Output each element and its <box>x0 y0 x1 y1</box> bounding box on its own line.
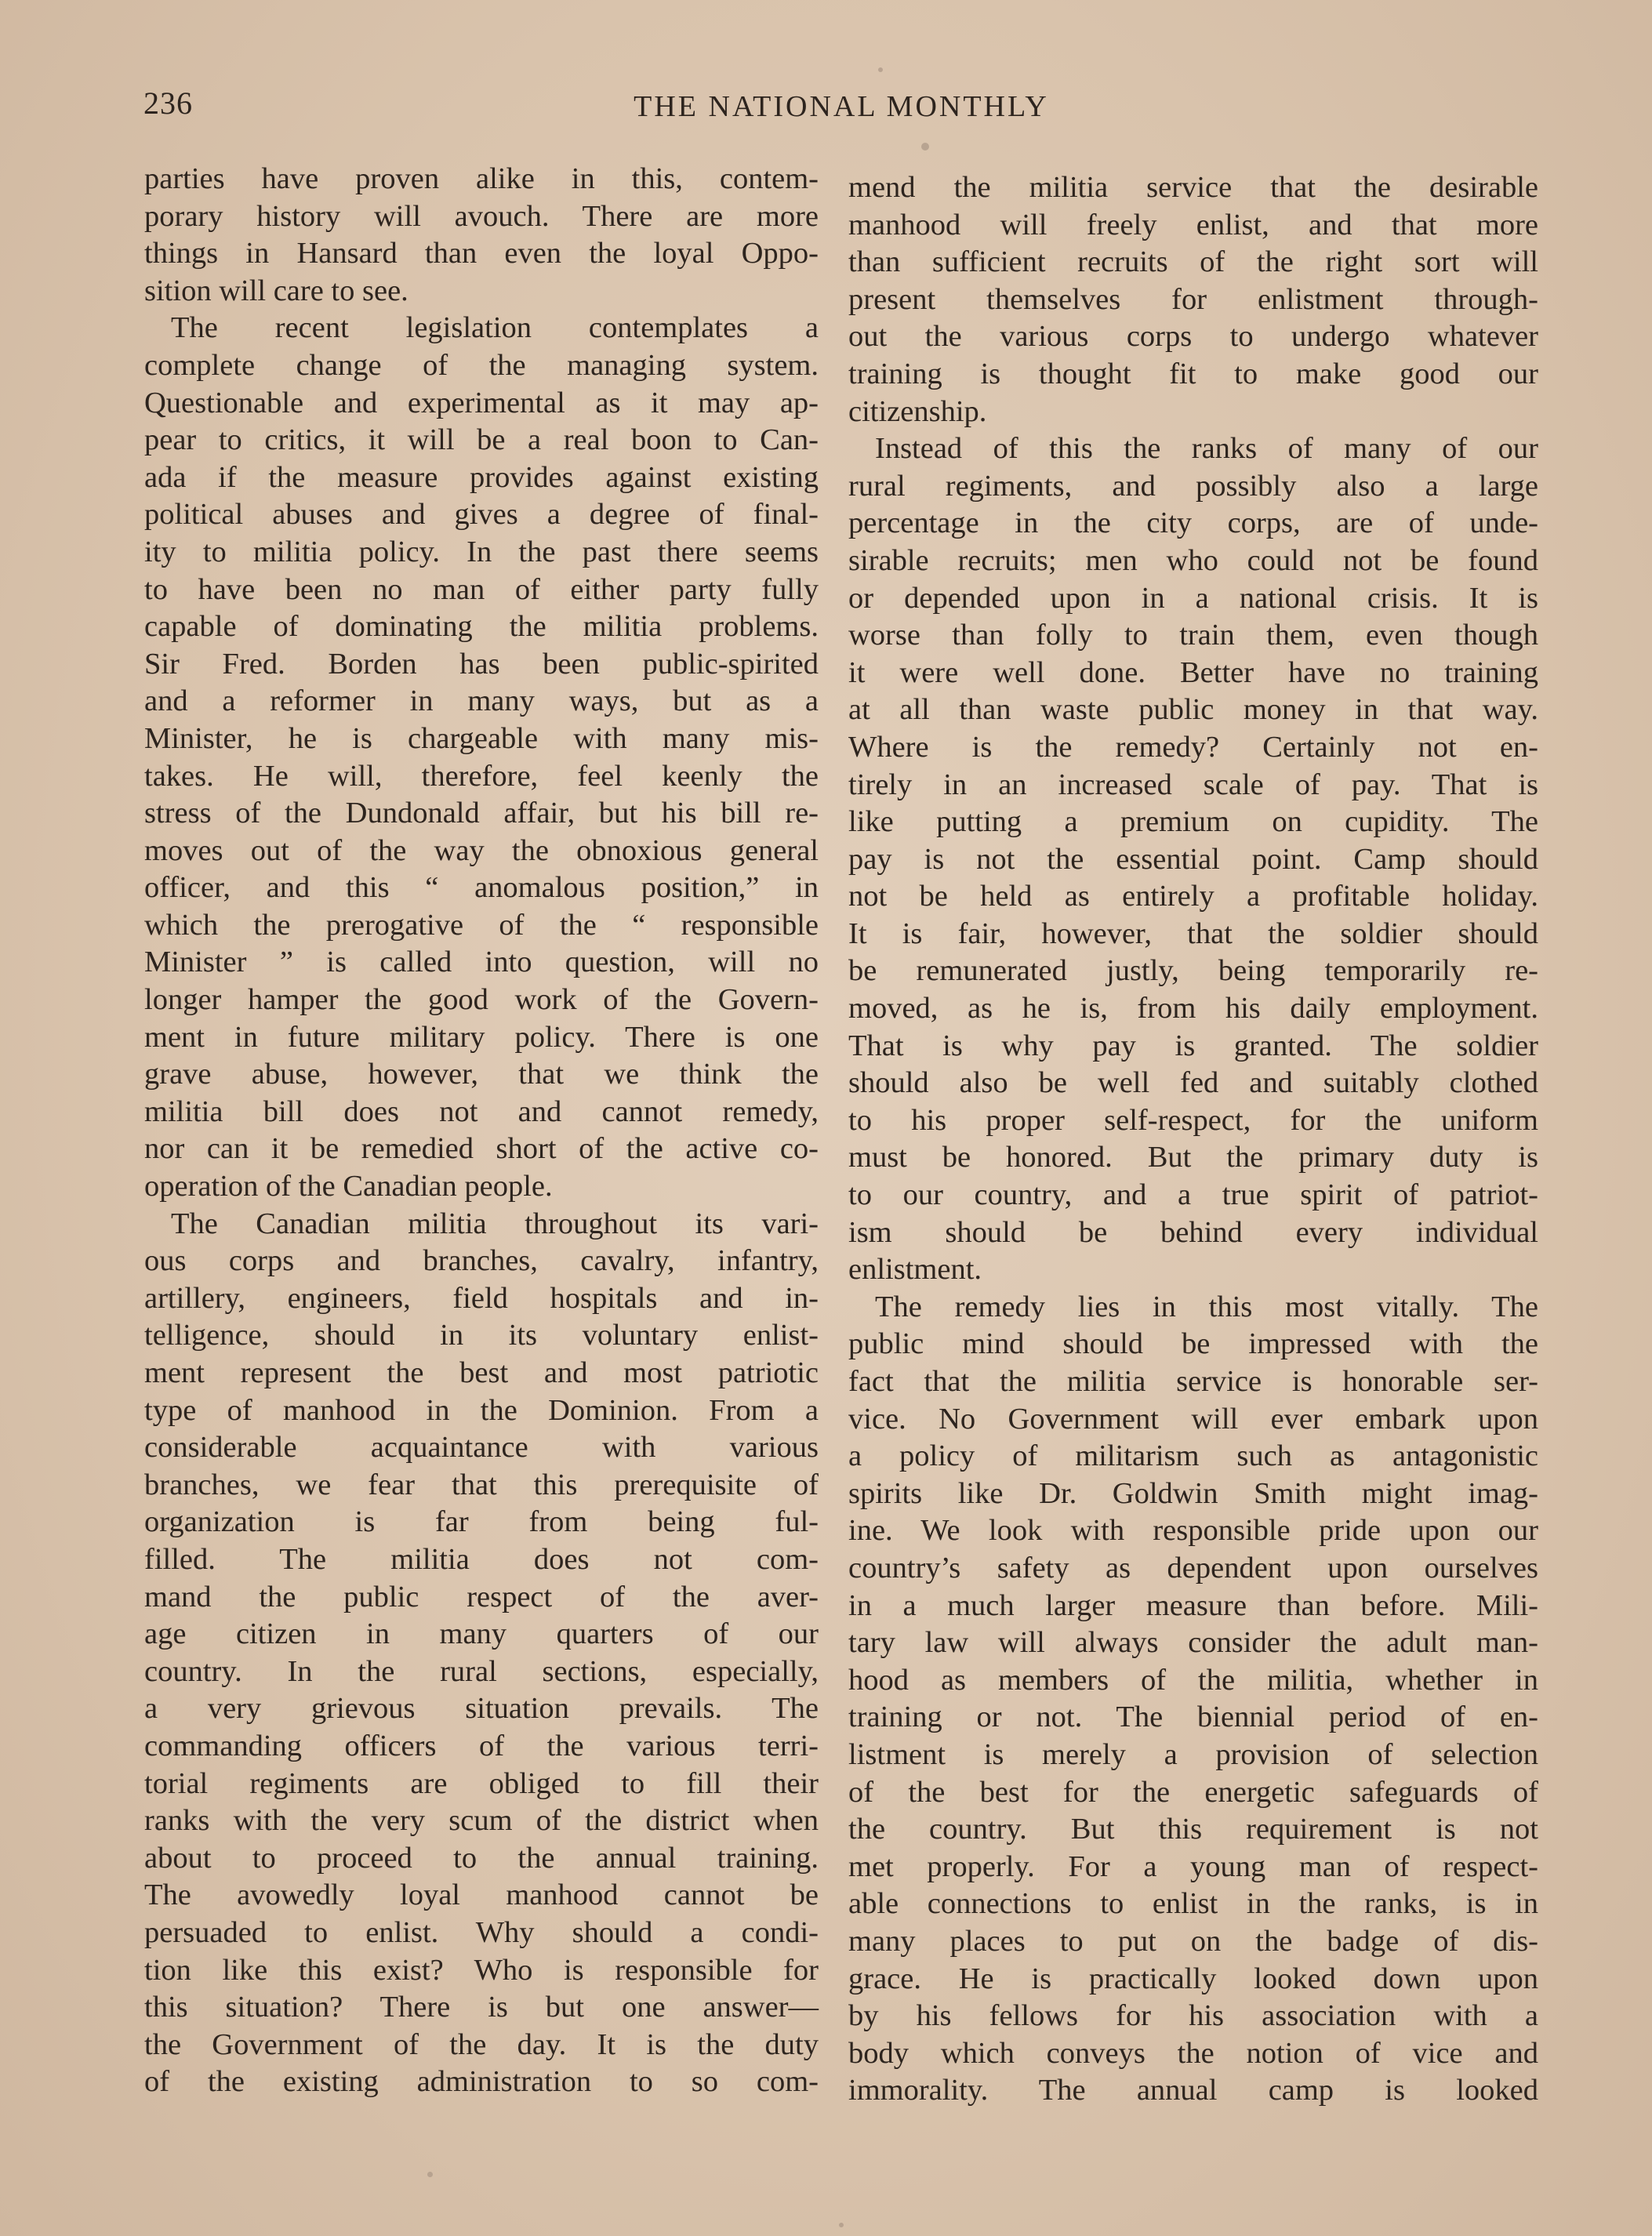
text-line: this situation? There is but one answer— <box>144 1991 819 2024</box>
text-line: The remedy lies in this most vitally. The <box>875 1290 1538 1323</box>
text-line: considerable acquaintance with various <box>144 1431 819 1465</box>
text-line: able connections to enlist in the ranks, is in <box>848 1887 1538 1921</box>
text-line: parties have proven alike in this, contem- <box>144 162 819 195</box>
text-line: manhood will freely enlist, and that more <box>848 208 1538 241</box>
text-line: like putting a premium on cupidity. The <box>848 805 1538 839</box>
text-line: The Canadian militia throughout its vari- <box>171 1207 819 1240</box>
text-line: fact that the militia service is honorable ser- <box>848 1365 1538 1398</box>
text-line: porary history will avouch. There are more <box>144 199 819 233</box>
text-line: Sir Fred. Borden has been public-spirited <box>144 647 819 681</box>
text-line: longer hamper the good work of the Govern- <box>144 983 819 1017</box>
text-line: The recent legislation contemplates a <box>171 311 819 345</box>
text-line: to his proper self-respect, for the uniform <box>848 1103 1538 1137</box>
text-line: It is fair, however, that the soldier should <box>848 917 1538 950</box>
text-line: organization is far from being ful- <box>144 1505 819 1539</box>
text-line: country. In the rural sections, especially, <box>144 1654 819 1688</box>
text-line: Instead of this the ranks of many of our <box>875 432 1538 466</box>
text-line: ada if the measure provides against existing <box>144 460 819 494</box>
text-line: percentage in the city corps, are of unde- <box>848 506 1538 540</box>
text-line: commanding officers of the various terri- <box>144 1729 819 1762</box>
text-line: persuaded to enlist. Why should a condi- <box>144 1915 819 1949</box>
text-line: training is thought fit to make good our <box>848 357 1538 390</box>
text-line: complete change of the managing system. <box>144 348 819 382</box>
text-line: tirely in an increased scale of pay. That is <box>848 768 1538 801</box>
text-line: which the prerogative of the “ responsible <box>144 908 819 942</box>
text-line: grace. He is practically looked down upon <box>848 1962 1538 1995</box>
text-line: about to proceed to the annual training. <box>144 1841 819 1875</box>
text-line: a very grievous situation prevails. The <box>144 1692 819 1726</box>
text-line: training or not. The biennial period of en- <box>848 1701 1538 1734</box>
text-line: present themselves for enlistment through- <box>848 282 1538 316</box>
text-line: takes. He will, therefore, feel keenly the <box>144 759 819 793</box>
text-line: sition will care to see. <box>144 274 408 307</box>
text-line: The avowedly loyal manhood cannot be <box>144 1878 819 1912</box>
text-line: listment is merely a provision of selection <box>848 1737 1538 1771</box>
text-line: hood as members of the militia, whether in <box>848 1663 1538 1697</box>
text-line: should also be well fed and suitably clothed <box>848 1066 1538 1100</box>
text-line: enlistment. <box>848 1253 982 1287</box>
text-line: torial regiments are obliged to fill their <box>144 1766 819 1800</box>
text-line: vice. No Government will ever embark upon <box>848 1402 1538 1436</box>
text-line: in a much larger measure than before. Mili- <box>848 1588 1538 1622</box>
text-line: met properly. For a young man of respect- <box>848 1849 1538 1883</box>
text-line: nor can it be remedied short of the active co- <box>144 1132 819 1166</box>
text-line: ity to militia policy. In the past there seems <box>144 535 819 568</box>
running-title: THE NATIONAL MONTHLY <box>634 90 1049 123</box>
text-line: citizenship. <box>848 394 987 428</box>
text-line: it were well done. Better have no training <box>848 655 1538 689</box>
text-line: moved, as he is, from his daily employment. <box>848 992 1538 1025</box>
text-line: Minister ” is called into question, will no <box>144 946 819 979</box>
text-line: ism should be behind every individual <box>848 1215 1538 1249</box>
page-header <box>143 85 1539 132</box>
text-line: pay is not the essential point. Camp should <box>848 842 1538 876</box>
text-line: officer, and this “ anomalous position,” in <box>144 871 819 905</box>
text-line: the Government of the day. It is the duty <box>144 2027 819 2061</box>
text-line: at all than waste public money in that way. <box>848 693 1538 727</box>
paper-speck <box>921 143 929 151</box>
text-line: public mind should be impressed with the <box>848 1327 1538 1361</box>
text-line: to have been no man of either party fully <box>144 572 819 606</box>
text-line: out the various corps to undergo whatever <box>848 320 1538 354</box>
paper-speck <box>427 2172 433 2177</box>
text-line: Minister, he is chargeable with many mis- <box>144 721 819 755</box>
text-line: be remunerated justly, being temporarily re- <box>848 954 1538 988</box>
text-line: ous corps and branches, cavalry, infantry, <box>144 1244 819 1278</box>
text-line: moves out of the way the obnoxious general <box>144 833 819 867</box>
text-line: body which conveys the notion of vice and <box>848 2036 1538 2070</box>
text-line: many places to put on the badge of dis- <box>848 1924 1538 1958</box>
text-line: rural regiments, and possibly also a large <box>848 469 1538 503</box>
text-line: and a reformer in many ways, but as a <box>144 684 819 718</box>
text-line: telligence, should in its voluntary enlist- <box>144 1319 819 1352</box>
text-line: sirable recruits; men who could not be found <box>848 543 1538 577</box>
text-line: of the existing administration to so com- <box>144 2065 819 2099</box>
page-number: 236 <box>143 85 193 121</box>
text-line: spirits like Dr. Goldwin Smith might imag- <box>848 1476 1538 1510</box>
text-line: tary law will always consider the adult man- <box>848 1626 1538 1660</box>
text-line: age citizen in many quarters of our <box>144 1617 819 1651</box>
paper-speck <box>878 67 883 72</box>
text-line: ment in future military policy. There is one <box>144 1020 819 1054</box>
text-line: That is why pay is granted. The soldier <box>848 1029 1538 1062</box>
text-line: or depended upon in a national crisis. It is <box>848 581 1538 615</box>
text-line: pear to critics, it will be a real boon to Can- <box>144 423 819 457</box>
text-line: mend the militia service that the desirable <box>848 171 1538 204</box>
text-line: ranks with the very scum of the district when <box>144 1804 819 1838</box>
text-line: type of manhood in the Dominion. From a <box>144 1393 819 1427</box>
left-column <box>144 161 819 2101</box>
text-line: worse than folly to train them, even though <box>848 619 1538 652</box>
right-column <box>848 169 1538 2110</box>
paper-speck <box>839 2223 844 2227</box>
text-line: militia bill does not and cannot remedy, <box>144 1094 819 1128</box>
text-line: grave abuse, however, that we think the <box>144 1058 819 1091</box>
text-line: ment represent the best and most patriotic <box>144 1356 819 1389</box>
text-line: branches, we fear that this prerequisite of <box>144 1468 819 1501</box>
text-line: mand the public respect of the aver- <box>144 1580 819 1613</box>
text-line: Where is the remedy? Certainly not en- <box>848 730 1538 764</box>
text-line: must be honored. But the primary duty is <box>848 1141 1538 1174</box>
text-line: the country. But this requirement is not <box>848 1813 1538 1846</box>
text-line: artillery, engineers, field hospitals and in- <box>144 1281 819 1315</box>
text-line: political abuses and gives a degree of final- <box>144 498 819 532</box>
text-line: Questionable and experimental as it may ap- <box>144 386 819 419</box>
text-line: a policy of militarism such as antagonistic <box>848 1439 1538 1473</box>
text-line: tion like this exist? Who is responsible for <box>144 1953 819 1987</box>
text-line: of the best for the energetic safeguards of <box>848 1775 1538 1809</box>
text-line: ine. We look with responsible pride upon our <box>848 1514 1538 1548</box>
text-line: operation of the Canadian people. <box>144 1170 553 1203</box>
text-line: country’s safety as dependent upon ourselves <box>848 1551 1538 1584</box>
text-line: filled. The militia does not com- <box>144 1542 819 1576</box>
text-line: by his fellows for his association with a <box>848 1999 1538 2033</box>
text-line: stress of the Dundonald affair, but his bill re- <box>144 797 819 830</box>
text-line: to our country, and a true spirit of patriot- <box>848 1178 1538 1212</box>
text-line: things in Hansard than even the loyal Oppo- <box>144 237 819 270</box>
text-line: immorality. The annual camp is looked <box>848 2074 1538 2107</box>
text-line: than sufficient recruits of the right sort will <box>848 245 1538 279</box>
text-line: capable of dominating the militia problems. <box>144 610 819 644</box>
text-line: not be held as entirely a profitable holiday. <box>848 880 1538 913</box>
